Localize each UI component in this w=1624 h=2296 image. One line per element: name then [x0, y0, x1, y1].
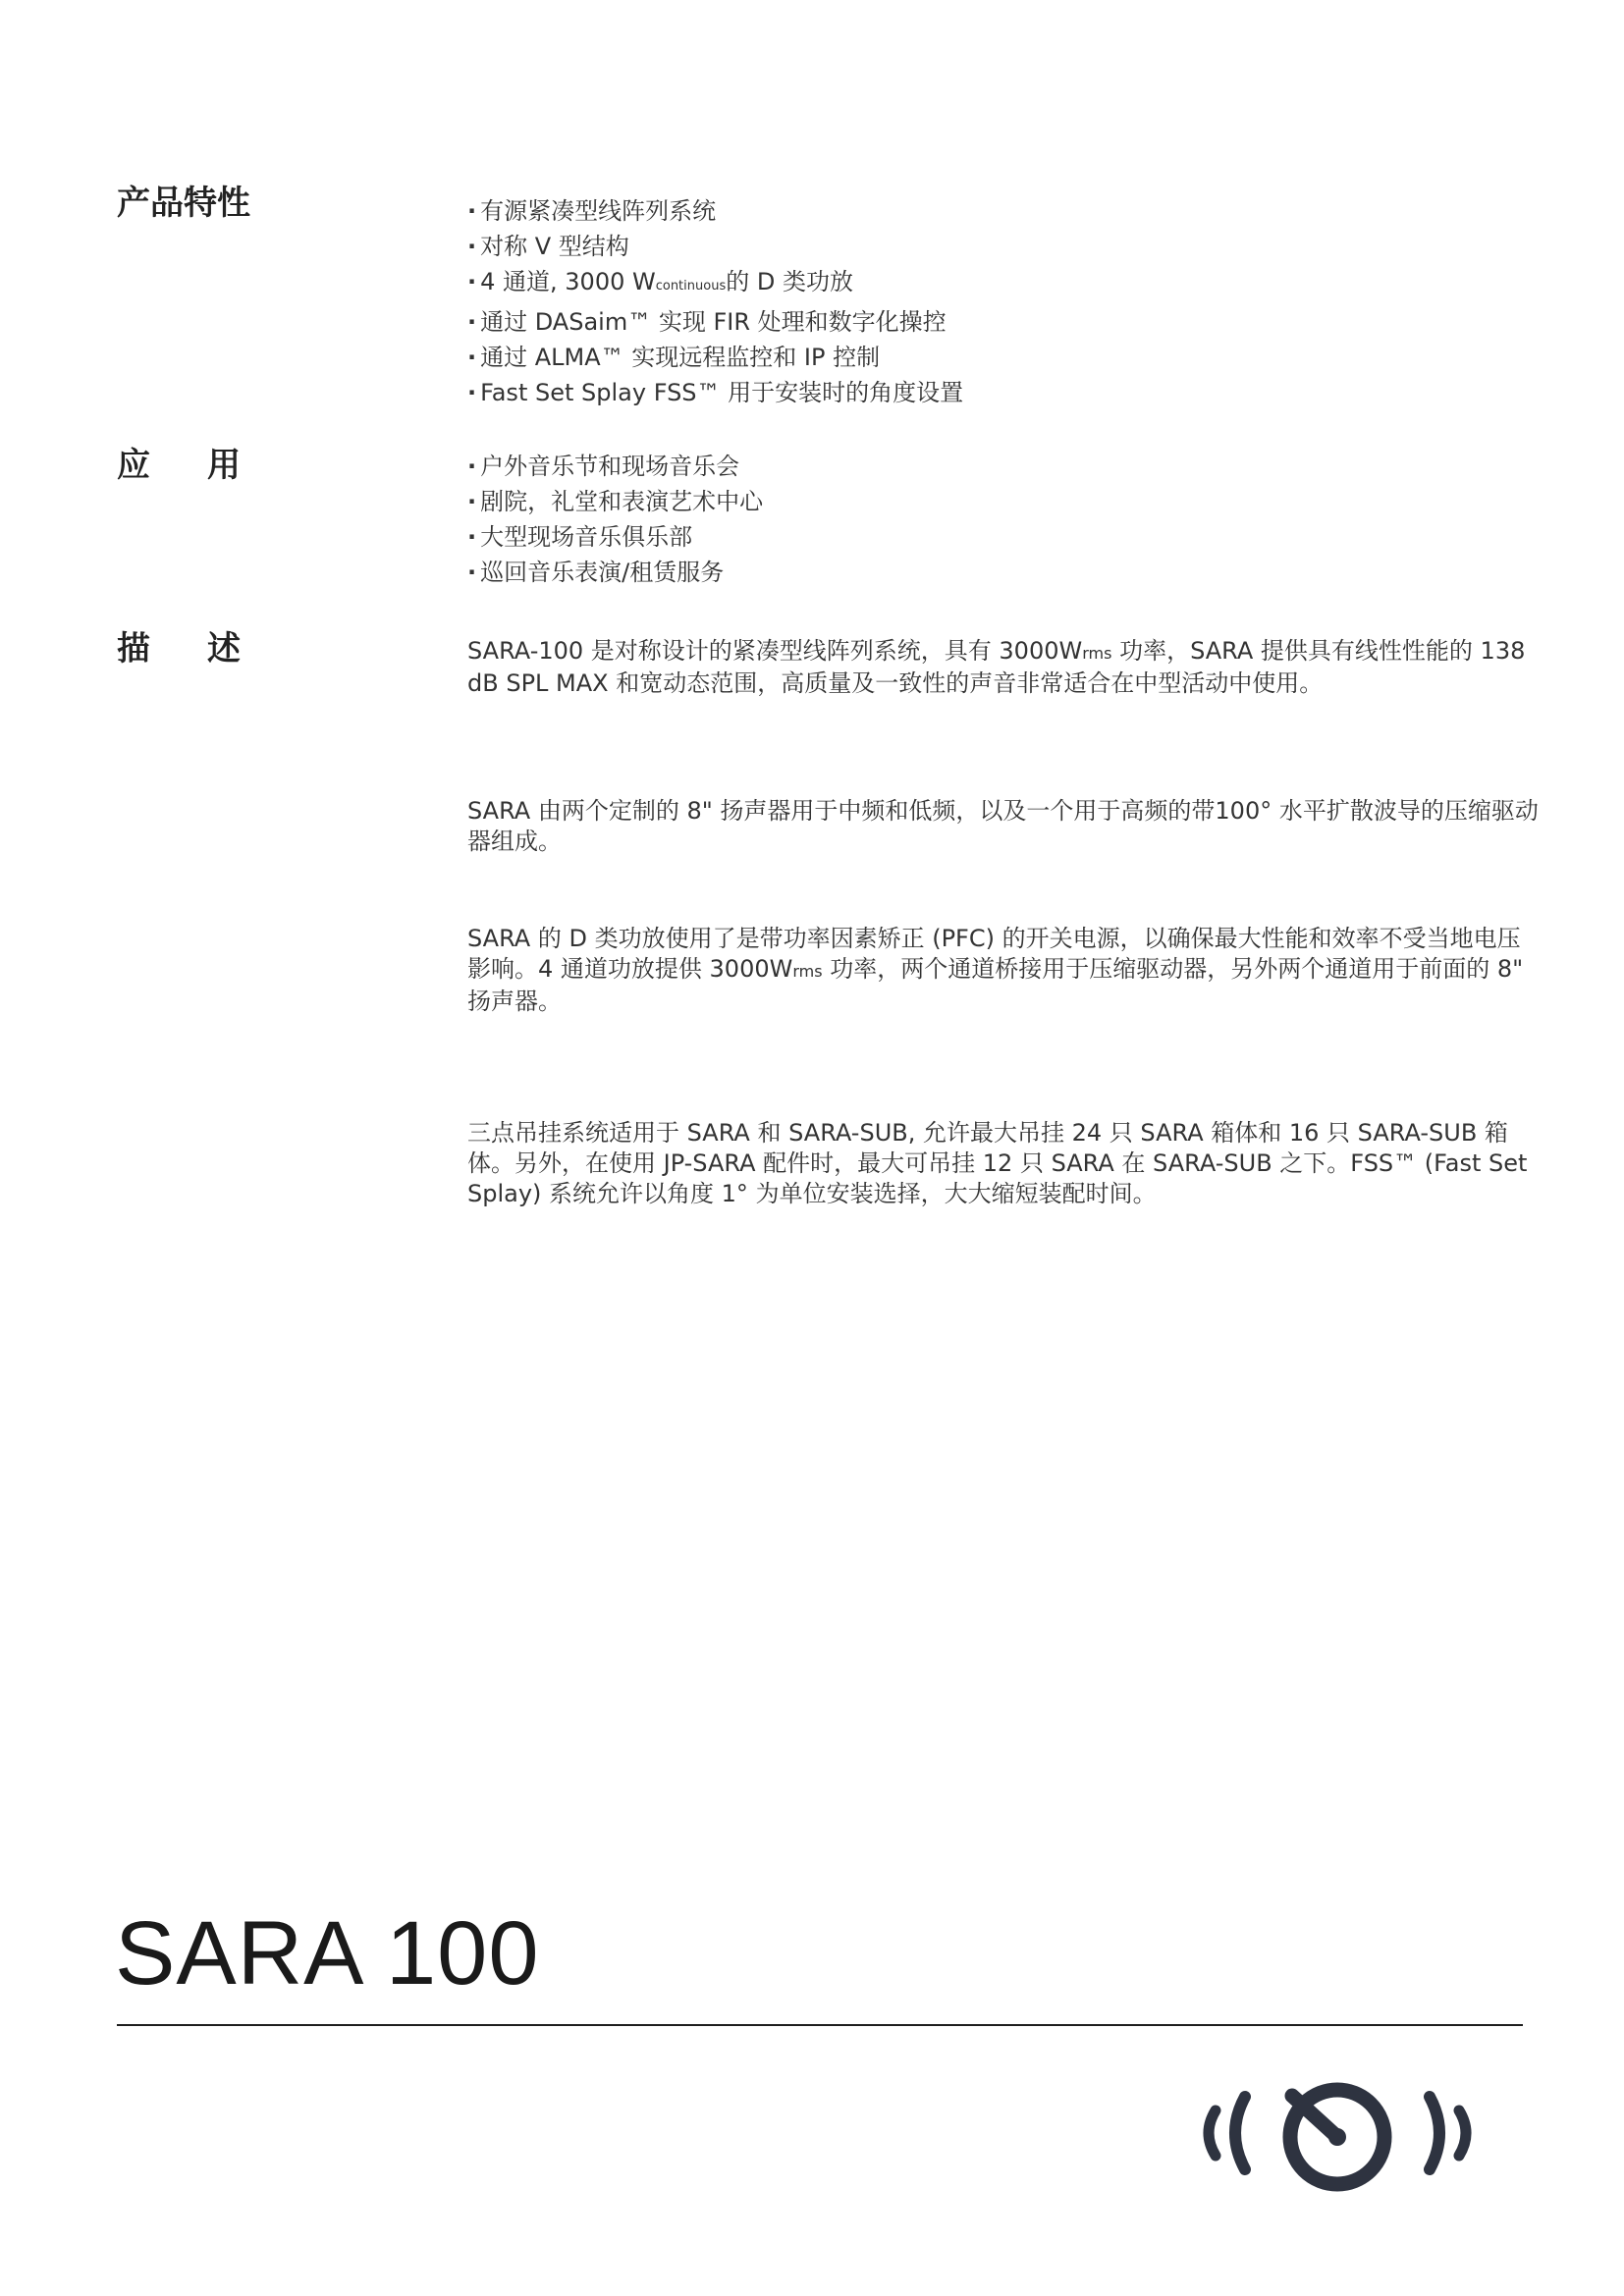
section-label-applications: 应用 — [117, 446, 298, 485]
list-item: · 有源紧凑型线阵列系统 — [467, 193, 1543, 229]
list-item: · 剧院，礼堂和表演艺术中心 — [467, 484, 1543, 519]
description-paragraph-2: SARA 由两个定制的 8" 扬声器用于中频和低频，以及一个用于高频的带100° 水平扩散波导的压缩驱动器组成。 — [467, 797, 1539, 855]
p1-subscript: rms — [1082, 644, 1112, 663]
description-paragraph-1 — [467, 636, 1543, 699]
applications-list-container — [467, 449, 1543, 590]
p3-before: SARA 的 D 类功放使用了是带功率因素矫正 (PFC) 的开关电源，以确保最大性能和效率不受当地电压影响。4 通道功放提供 3000W — [467, 925, 1521, 983]
power-suffix: 的 D 类功放 — [726, 268, 853, 295]
section-label-description: 描述 — [117, 629, 298, 668]
list-item: · 通过 DASaim™ 实现 FIR 处理和数字化操控 — [467, 304, 1543, 340]
p1-after: 功率，SARA 提供具有线性性能的 138 dB SPL MAX 和宽动态范围，高质量及一致性的声音非常适合在中型活动中使用。 — [467, 637, 1526, 697]
applications-list — [467, 449, 1543, 590]
product-title: SARA 100 — [115, 1903, 540, 2003]
p1-before: SARA-100 是对称设计的紧凑型线阵列系统，具有 3000W — [467, 637, 1083, 665]
list-item: · 大型现场音乐俱乐部 — [467, 519, 1543, 555]
list-item: · 对称 V 型结构 — [467, 229, 1543, 264]
features-list — [467, 193, 1543, 410]
brand-logo-icon — [1190, 2064, 1485, 2202]
footer-divider — [117, 2024, 1523, 2026]
list-item: · Fast Set Splay FSS™ 用于安装时的角度设置 — [467, 375, 1543, 410]
description-paragraph-3 — [467, 924, 1543, 1017]
list-item: · 通过 ALMA™ 实现远程监控和 IP 控制 — [467, 340, 1543, 375]
list-item — [467, 264, 1543, 304]
power-subscript: continuous — [655, 279, 727, 294]
list-item: · 户外音乐节和现场音乐会 — [467, 449, 1543, 484]
p3-after: 功率，两个通道桥接用于压缩驱动器，另外两个通道用于前面的 8" 扬声器。 — [467, 955, 1524, 1015]
features-list-container — [467, 193, 1543, 410]
section-label-features: 产品特性 — [117, 184, 250, 223]
p3-subscript: rms — [792, 962, 823, 981]
list-item: · 巡回音乐表演/租赁服务 — [467, 555, 1543, 590]
description-paragraph-4: 三点吊挂系统适用于 SARA 和 SARA-SUB, 允许最大吊挂 24 只 SARA 箱体和 16 只 SARA-SUB 箱体。另外，在使用 JP-SARA 配件时，最大可吊挂 12 只 SARA 在 SARA-SUB 之下。FSS™ (Fast Set Splay) 系统允许以角度 1° 为单位安装选择，大大缩短装配时间。 — [467, 1119, 1528, 1207]
power-prefix: 4 通道, 3000 W — [480, 268, 656, 295]
